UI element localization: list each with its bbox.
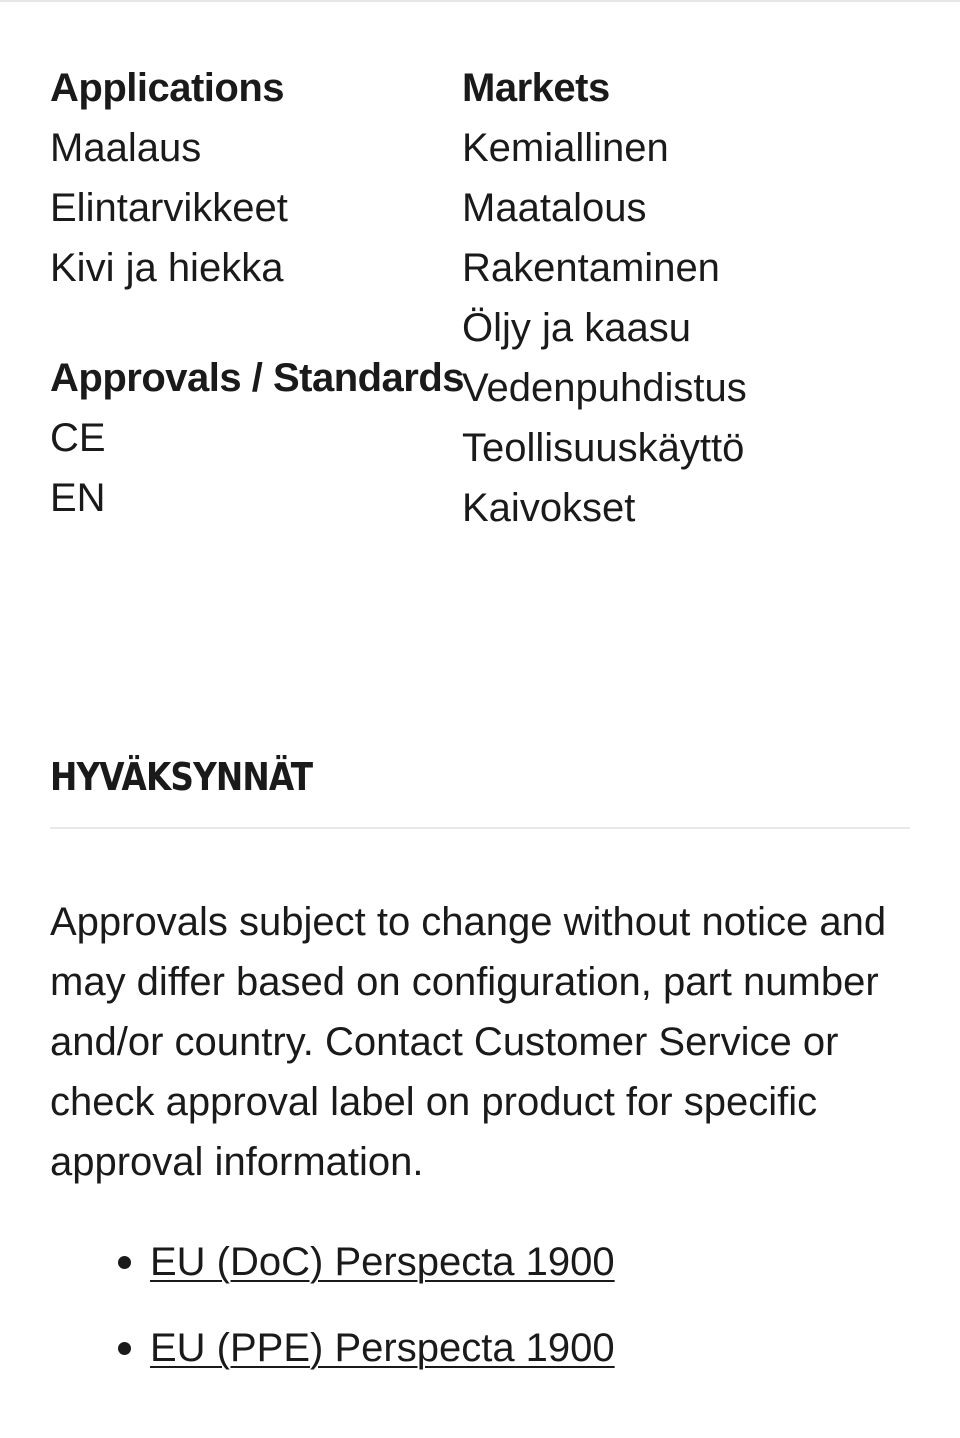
approvals-standards-item: CE [50,416,106,460]
approvals-section-title: HYVÄKSYNNÄT [50,754,313,799]
approvals-disclaimer: Approvals subject to change without notice and may differ based on configuration, part number and/or country. Contact Customer Service or check approval label on product for specific approval information. [50,900,887,1184]
applications-list [50,118,460,298]
bullet-icon [118,1256,131,1269]
approvals-standards-heading: Approvals / Standards [50,356,465,400]
markets-item: Vedenpuhdistus [462,366,747,410]
specs-right-column [462,58,902,538]
markets-item: Teollisuuskäyttö [462,426,745,470]
applications-item: Elintarvikkeet [50,186,288,230]
approval-document-item [50,1230,615,1294]
markets-group [462,58,902,538]
applications-group [50,58,460,298]
approval-documents-list [50,1230,615,1402]
markets-item: Öljy ja kaasu [462,306,691,350]
applications-item: Kivi ja hiekka [50,246,284,290]
approvals-standards-group [50,348,465,528]
approval-document-item [50,1316,615,1380]
markets-item: Maatalous [462,186,647,230]
top-divider [0,0,960,2]
section-divider [50,827,910,829]
markets-item: Kaivokset [462,486,636,530]
approvals-standards-item: EN [50,476,106,520]
applications-item: Maalaus [50,126,202,170]
specs-left-column [50,58,465,528]
markets-item: Kemiallinen [462,126,669,170]
applications-heading: Applications [50,66,285,110]
eu-doc-link[interactable]: EU (DoC) Perspecta 1900 [150,1240,615,1284]
eu-ppe-link[interactable]: EU (PPE) Perspecta 1900 [150,1326,615,1370]
markets-list [462,118,902,538]
markets-heading: Markets [462,66,610,110]
markets-item: Rakentaminen [462,246,720,290]
approvals-standards-list [50,408,460,528]
bullet-icon [118,1342,131,1355]
